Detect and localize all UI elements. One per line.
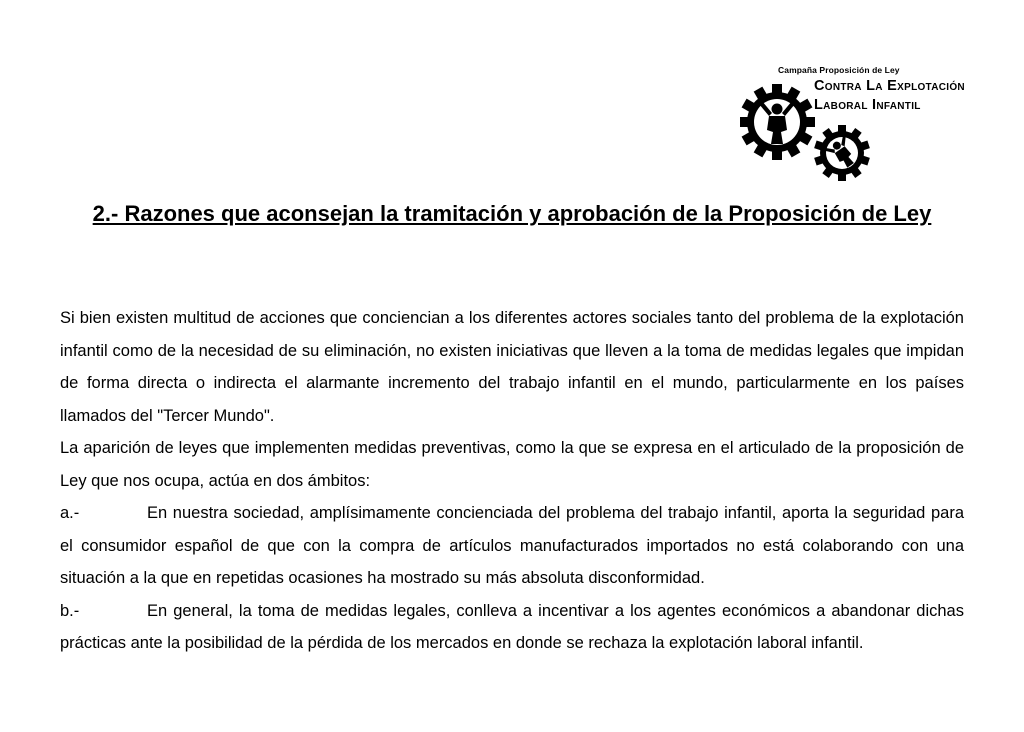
list-item-b	[60, 595, 964, 660]
list-marker-a: a.-	[60, 504, 80, 522]
logo-title-line-1: Contra La Explotación	[814, 78, 965, 94]
paragraph-1: Si bien existen multitud de acciones que conciencian a los diferentes actores sociales tanto del problema de la explotación infantil como de la necesidad de su eliminación, no existen iniciativas que lleven a la toma de medidas legales que impidan de forma directa o indirecta el alarmante incremento del trabajo infantil en el mundo, particularmente en los países llamados del "Tercer Mundo".	[60, 309, 964, 425]
list-item-a	[60, 497, 964, 595]
body-text	[60, 302, 964, 660]
campaign-logo	[740, 62, 965, 182]
list-item-a-text: En nuestra sociedad, amplísimamente concienciada del problema del trabajo infantil, aporta la seguridad para el consumidor español de que con la compra de artículos manufacturados importados no está colaborando con una situación a la que en repetidas ocasiones ha mostrado su más absoluta disconformidad.	[60, 504, 964, 587]
list-marker-b: b.-	[60, 601, 80, 620]
paragraph-2: La aparición de leyes que implementen medidas preventivas, como la que se expresa en el articulado de la proposición de Ley que nos ocupa, actúa en dos ámbitos:	[60, 439, 964, 490]
list-item-b-text: En general, la toma de medidas legales, conlleva a incentivar a los agentes económicos a abandonar dichas prácticas ante la posibilidad de la pérdida de los mercados en donde se rechaza la explotación laboral infantil.	[60, 601, 964, 652]
logo-campaign-label: Campaña Proposición de Ley	[778, 65, 900, 75]
section-title: 2.- Razones que aconsejan la tramitación y aprobación de la Proposición de Ley	[92, 201, 932, 226]
logo-title-line-2: Laboral Infantil	[814, 97, 921, 113]
